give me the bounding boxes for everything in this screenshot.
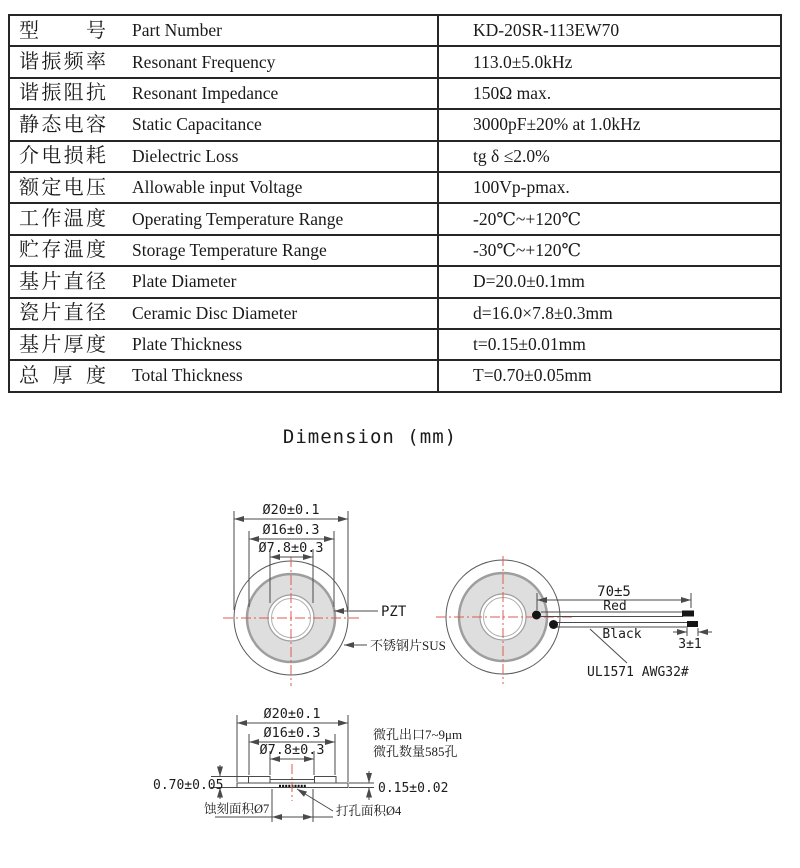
spec-value: 113.0±5.0kHz (437, 47, 780, 76)
spec-value: 150Ω max. (437, 79, 780, 108)
spec-label-cn: 工作温度 (19, 208, 107, 231)
spec-label-en: Ceramic Disc Diameter (132, 302, 298, 323)
spec-label-cn: 额定电压 (19, 176, 107, 199)
spec-label-en: Operating Temperature Range (132, 208, 344, 229)
dim-wire-length: 70±5 (597, 584, 631, 600)
spec-label-cn: 基片直径 (19, 270, 107, 293)
ceramic-cross-section-right (315, 777, 337, 784)
spec-label-en: Plate Thickness (132, 334, 243, 355)
dim-plate-thickness: 0.15±0.02 (378, 781, 449, 796)
spec-label-en: Allowable input Voltage (132, 177, 303, 198)
spec-value: D=20.0±0.1mm (437, 267, 780, 296)
dim-total-thickness: 0.70±0.05 (153, 778, 224, 793)
dim-plate-diameter: Ø20±0.1 (263, 706, 321, 722)
hole-area-label: 打孔面积Ø4 (336, 804, 402, 818)
spec-label-cn: 瓷片直径 (19, 302, 107, 325)
spec-label-cn: 总 厚 度 (19, 364, 107, 387)
solder-joint-black (549, 620, 558, 629)
dim-hole-diameter: Ø7.8±0.3 (259, 742, 325, 758)
spec-label-cn: 贮存温度 (19, 239, 107, 262)
micro-hole-note-line1: 微孔出口7~9μm (373, 727, 463, 742)
red-wire-label: Red (603, 599, 627, 614)
spec-value: 100Vp-pmax. (437, 173, 780, 202)
spec-label-en: Part Number (132, 20, 222, 41)
micro-hole-note-line2: 微孔数量585孔 (373, 744, 458, 759)
spec-value: 3000pF±20% at 1.0kHz (437, 110, 780, 139)
spec-label-cn: 谐振阻抗 (19, 82, 107, 105)
spec-value: t=0.15±0.01mm (437, 330, 780, 359)
black-wire-label: Black (602, 627, 642, 642)
spec-label-cn: 静态电容 (19, 113, 107, 136)
side-view (153, 706, 462, 822)
dim-tip-length: 3±1 (678, 637, 702, 652)
sus-plate-label: 不锈钢片SUS (370, 638, 446, 653)
front-view (223, 502, 446, 686)
spec-value: -20℃~+120℃ (437, 204, 780, 233)
leader-line-hole-area (297, 789, 333, 811)
pzt-label: PZT (381, 604, 407, 620)
dim-ceramic-diameter: Ø16±0.3 (263, 725, 321, 741)
spec-label-cn: 介电损耗 (19, 145, 107, 168)
spec-value: d=16.0×7.8±0.3mm (437, 299, 780, 328)
spec-label-en: Resonant Impedance (132, 82, 279, 103)
dim-plate-diameter: Ø20±0.1 (262, 502, 320, 518)
spec-label-en: Resonant Frequency (132, 51, 276, 72)
solder-joint-red (532, 611, 541, 620)
spec-value: T=0.70±0.05mm (437, 361, 780, 390)
spec-value: tg δ ≤2.0% (437, 142, 780, 171)
spec-label-cn: 基片厚度 (19, 333, 107, 356)
spec-label-cn: 型 号 (19, 19, 107, 42)
section-title: Dimension (mm) (282, 426, 458, 448)
black-wire-stripped-tip (687, 621, 698, 627)
spec-label-en: Storage Temperature Range (132, 239, 327, 260)
spec-label-en: Static Capacitance (132, 114, 262, 135)
spec-value: KD-20SR-113EW70 (437, 16, 780, 45)
spec-value: -30℃~+120℃ (437, 236, 780, 265)
dim-hole-diameter: Ø7.8±0.3 (258, 540, 324, 556)
wire-view (436, 556, 712, 684)
ceramic-cross-section-left (249, 777, 271, 784)
spec-label-en: Total Thickness (132, 365, 243, 386)
spec-label-en: Dielectric Loss (132, 145, 239, 166)
spec-label-cn: 谐振频率 (19, 51, 107, 74)
dim-ceramic-diameter: Ø16±0.3 (262, 522, 320, 538)
wire-spec-label: UL1571 AWG32# (587, 665, 689, 680)
red-wire-stripped-tip (682, 611, 694, 617)
etched-area-label: 蚀刻面积Ø7 (204, 802, 270, 816)
spec-label-en: Plate Diameter (132, 271, 237, 292)
